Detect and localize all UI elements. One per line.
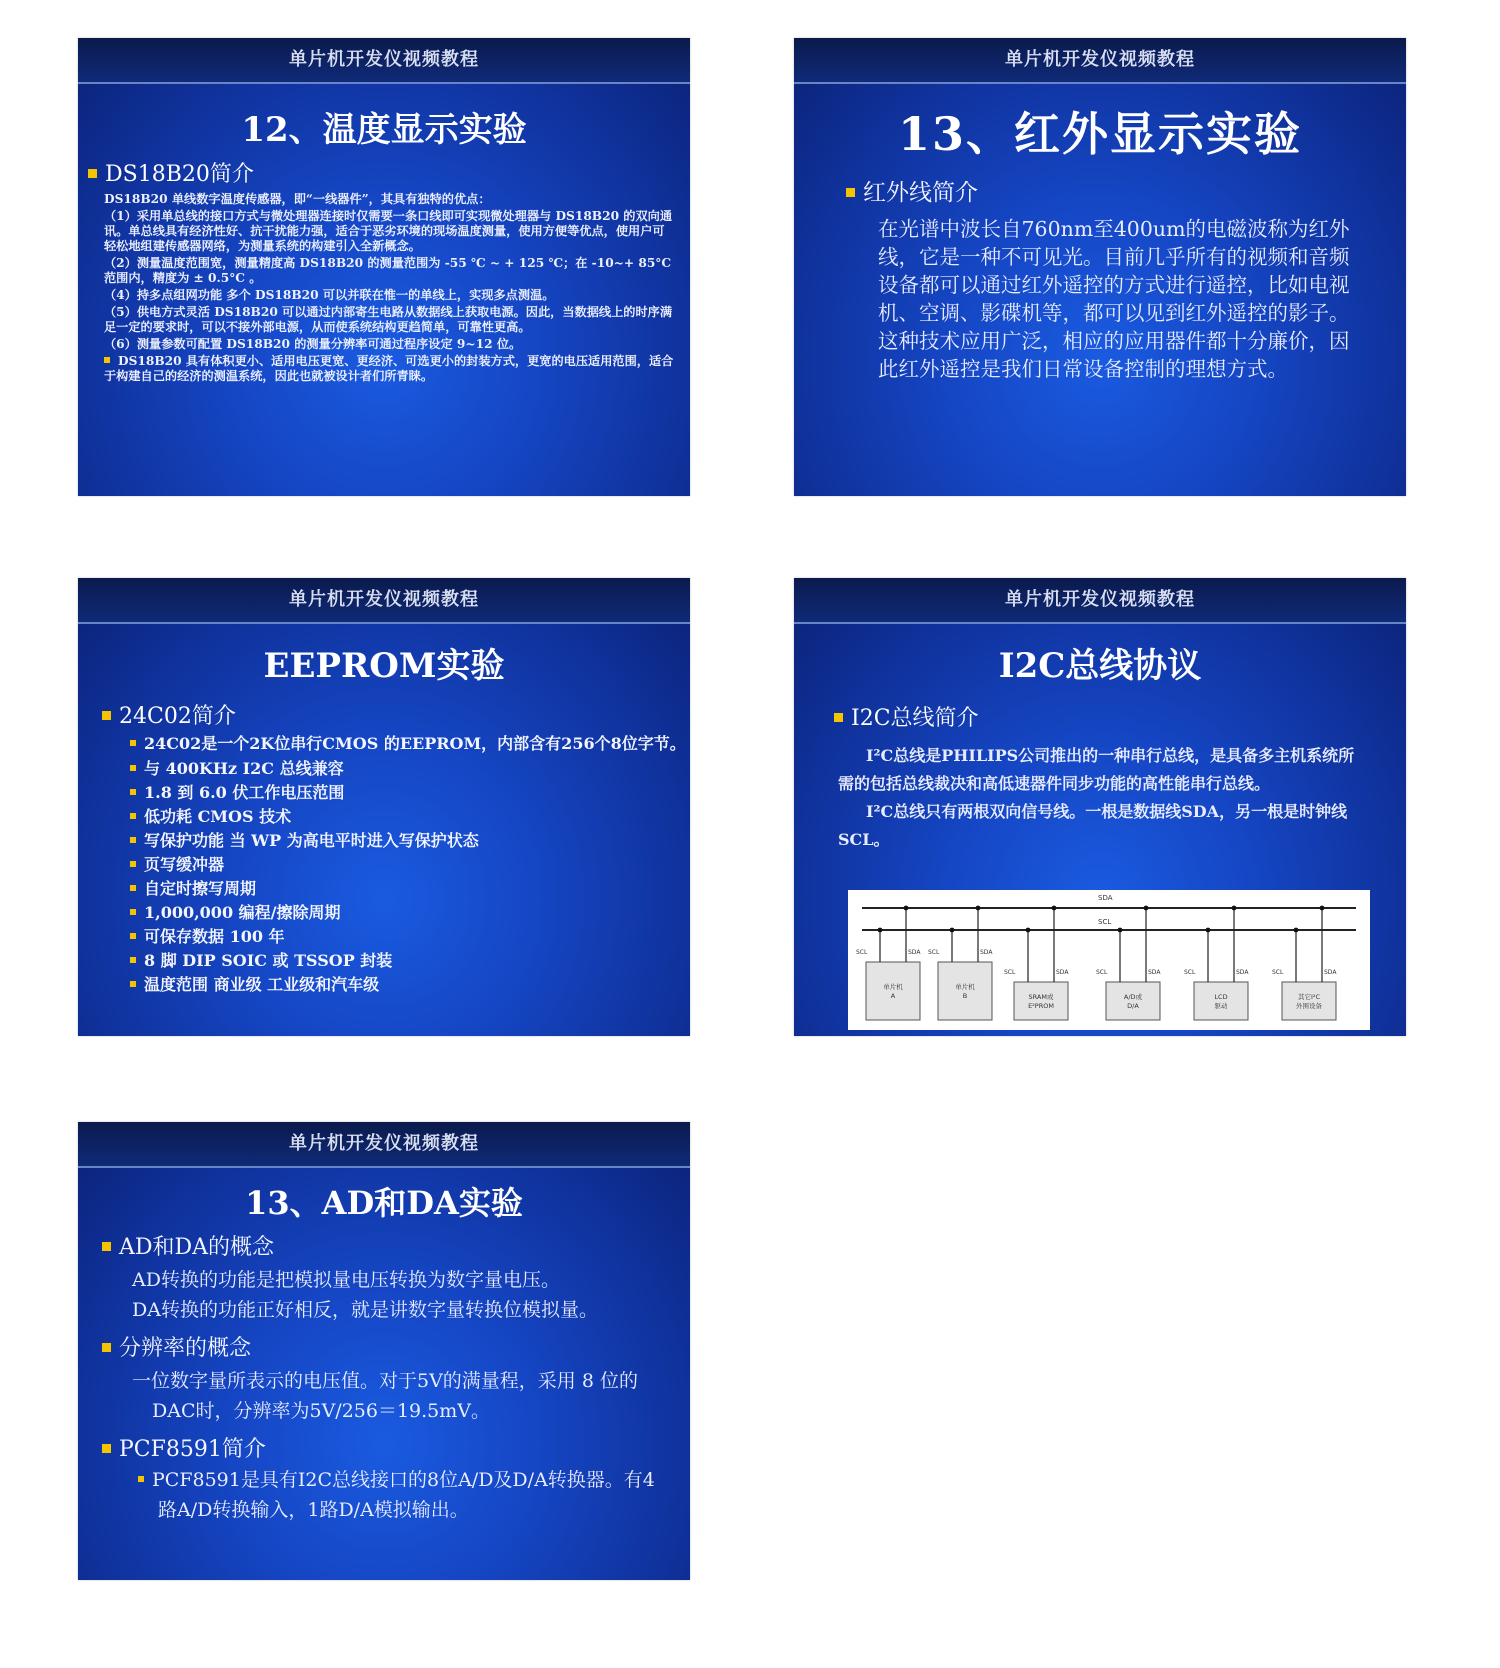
pin-label-sda: SDA (1324, 969, 1337, 976)
slide-header: 单片机开发仪视频教程 (78, 38, 690, 84)
sda-bus-label: SDA (1098, 894, 1113, 902)
bullet-icon (130, 789, 136, 795)
slide-title: 12、温度显示实验 (241, 110, 527, 150)
device-label: E²PROM (1028, 1002, 1054, 1010)
paragraph: I²C总线只有两根双向信号线。一根是数据线SDA，另一根是时钟线SCL。 (838, 802, 1348, 849)
pin-label-sda: SDA (1148, 969, 1161, 976)
bullet-icon (130, 861, 136, 867)
device-label: LCD (1214, 993, 1228, 1001)
bullet-icon (138, 1476, 144, 1482)
paragraph: （4）持多点组网功能 多个 DS18B20 可以并联在惟一的单线上，实现多点测温。 (104, 288, 555, 302)
slide-header: 单片机开发仪视频教程 (794, 38, 1406, 84)
section-heading: 红外线简介 (846, 174, 1406, 207)
device-label: B (962, 992, 968, 1000)
slide-header: 单片机开发仪视频教程 (794, 578, 1406, 624)
bullet-icon (104, 357, 110, 363)
slide-title: 13、红外显示实验 (897, 107, 1302, 161)
paragraph: （5）供电方式灵活 DS18B20 可以通过内部寄生电路从数据线上获取电源。因此，当数据线上的时序满足一定的要求时，可以不接外部电源，从而使系统结构更趋简单，可靠性更高。 (104, 305, 673, 334)
paragraph: DS18B20 单线数字温度传感器，即“一线器件”，其具有独特的优点： (104, 192, 491, 206)
device-box (1106, 982, 1160, 1020)
device-label: 单片机 (955, 983, 975, 991)
slide-eeprom (78, 578, 690, 1036)
bullet-icon (130, 765, 136, 771)
slide-ad-da (78, 1122, 690, 1580)
slide-infrared (794, 38, 1406, 496)
slide-body (838, 742, 1360, 854)
feature-list (130, 734, 690, 997)
paragraph: DS18B20 具有体积更小、适用电压更宽、更经济、可选更小的封装方式，更宽的电压适用范围，适合于构建自己的经济的测温系统，因此也就被设计者们所青睐。 (104, 354, 674, 383)
pin-label-scl: SCL (1272, 969, 1284, 976)
device-label: 驱动 (1214, 1002, 1228, 1010)
i2c-bus-diagram (848, 890, 1370, 1030)
bullet-icon (130, 957, 136, 963)
sub-paragraph: PCF8591是具有I2C总线接口的8位A/D及D/A转换器。有4路A/D转换输入，1路D/A模拟输出。 (138, 1465, 666, 1525)
slide-body (132, 1265, 662, 1325)
pin-label-sda: SDA (1236, 969, 1249, 976)
slide-header: 单片机开发仪视频教程 (78, 578, 690, 624)
slide-title: 13、AD和DA实验 (245, 1184, 523, 1222)
bullet-icon (130, 740, 136, 746)
list-item: 自定时擦写周期 (130, 877, 690, 901)
pin-label-scl: SCL (928, 949, 940, 956)
slide-i2c (794, 578, 1406, 1036)
bus-junction (1144, 906, 1149, 911)
bullet-icon (102, 1343, 111, 1352)
device-box (1282, 982, 1336, 1020)
paragraph: （6）测量参数可配置 DS18B20 的测量分辨率可通过程序设定 9~12 位。 (104, 337, 522, 351)
bus-junction (904, 906, 909, 911)
paragraph: 在光谱中波长自760nm至400um的电磁波称为红外线，它是一种不可见光。目前几乎所有的视频和音频设备都可以通过红外遥控的方式进行遥控，比如电视机、空调、影碟机等，都可以见到红外遥控的影子。这种技术应用广泛，相应的应用器件都十分廉价，因此红外遥控是我们日常设备控制的理想方式。 (878, 217, 1350, 381)
pin-label-scl: SCL (856, 949, 868, 956)
pin-label-sda: SDA (908, 949, 921, 956)
paragraph: AD转换的功能是把模拟量电压转换为数字量电压。 (132, 1269, 560, 1291)
bullet-icon (130, 813, 136, 819)
bullet-icon (130, 981, 136, 987)
list-item: 低功耗 CMOS 技术 (130, 805, 690, 829)
list-item: 温度范围 商业级 工业级和汽车级 (130, 973, 690, 997)
device-label: D/A (1127, 1002, 1139, 1010)
bus-junction (1232, 906, 1237, 911)
bullet-icon (130, 909, 136, 915)
section-heading: DS18B20简介 (88, 157, 690, 188)
pin-label-sda: SDA (980, 949, 993, 956)
bus-junction (950, 928, 955, 933)
bus-junction (1118, 928, 1123, 933)
paragraph: I²C总线是PHILIPS公司推出的一种串行总线，是具备多主机系统所需的包括总线裁决和高低速器件同步功能的高性能串行总线。 (838, 746, 1355, 793)
bullet-icon (130, 837, 136, 843)
scl-bus-label: SCL (1098, 918, 1112, 926)
device-label: 其它I²C (1297, 993, 1321, 1001)
bullet-icon (88, 169, 97, 178)
section-heading: AD和DA的概念 (102, 1230, 690, 1261)
device-label: A/D或 (1123, 993, 1143, 1001)
paragraph: DA转换的功能正好相反，就是讲数字量转换位模拟量。 (132, 1299, 598, 1321)
paragraph: （1）采用单总线的接口方式与微处理器连接时仅需要一条口线即可实现微处理器与 DS18B20 的双向通讯。单总线具有经济性好、抗干扰能力强，适合于恶劣环境的现场温度测量，使用方便等优点，使用户可轻松地组建传感器网络，为测量系统的构建引入全新概念。 (104, 209, 673, 253)
bus-junction (878, 928, 883, 933)
list-item: 1,000,000 编程/擦除周期 (130, 901, 690, 925)
bullet-icon (102, 1242, 111, 1251)
paragraph: 一位数字量所表示的电压值。对于5V的满量程，采用 8 位的DAC时，分辨率为5V/256＝19.5mV。 (132, 1370, 638, 1422)
bus-junction (976, 906, 981, 911)
pin-label-scl: SCL (1004, 969, 1016, 976)
section-heading: PCF8591简介 (102, 1432, 690, 1463)
slide-title: EEPROM实验 (263, 646, 505, 686)
bullet-icon (130, 933, 136, 939)
device-label: 外围设备 (1296, 1002, 1322, 1010)
list-item: 与 400KHz I2C 总线兼容 (130, 757, 690, 781)
section-heading: 24C02简介 (102, 699, 690, 730)
section-heading: I2C总线简介 (834, 701, 1406, 732)
bus-junction (1294, 928, 1299, 933)
slide-body (132, 1366, 662, 1426)
bullet-icon (102, 1444, 111, 1453)
device-label: 单片机 (883, 983, 903, 991)
device-box (1014, 982, 1068, 1020)
bus-junction (1052, 906, 1057, 911)
slide-body (104, 192, 676, 384)
paragraph: （2）测量温度范围宽，测量精度高 DS18B20 的测量范围为 -55 ℃ ~ + 125 ℃；在 -10~+ 85°C 范围内，精度为 ± 0.5°C 。 (104, 256, 672, 285)
bullet-icon (834, 713, 843, 722)
list-item: 24C02是一个2K位串行CMOS 的EEPROM，内部含有256个8位字节。 (130, 734, 690, 753)
list-item: 页写缓冲器 (130, 853, 690, 877)
device-label: A (890, 992, 896, 1000)
list-item: 可保存数据 100 年 (130, 925, 690, 949)
slide-header: 单片机开发仪视频教程 (78, 1122, 690, 1168)
pin-label-sda: SDA (1056, 969, 1069, 976)
slide-temperature (78, 38, 690, 496)
list-item: 8 脚 DIP SOIC 或 TSSOP 封装 (130, 949, 690, 973)
bus-junction (1206, 928, 1211, 933)
device-box (1194, 982, 1248, 1020)
device-box (938, 962, 992, 1020)
bullet-icon (102, 711, 111, 720)
slide-title: I2C总线协议 (998, 646, 1202, 686)
bus-junction (1026, 928, 1031, 933)
device-box (866, 962, 920, 1020)
bus-junction (1320, 906, 1325, 911)
section-heading: 分辨率的概念 (102, 1331, 690, 1362)
bullet-icon (130, 885, 136, 891)
list-item: 写保护功能 当 WP 为高电平时进入写保护状态 (130, 829, 690, 853)
pin-label-scl: SCL (1096, 969, 1108, 976)
list-item: 1.8 到 6.0 伏工作电压范围 (130, 781, 690, 805)
device-label: SRAM或 (1028, 993, 1054, 1001)
pin-label-scl: SCL (1184, 969, 1196, 976)
bullet-icon (846, 188, 855, 197)
